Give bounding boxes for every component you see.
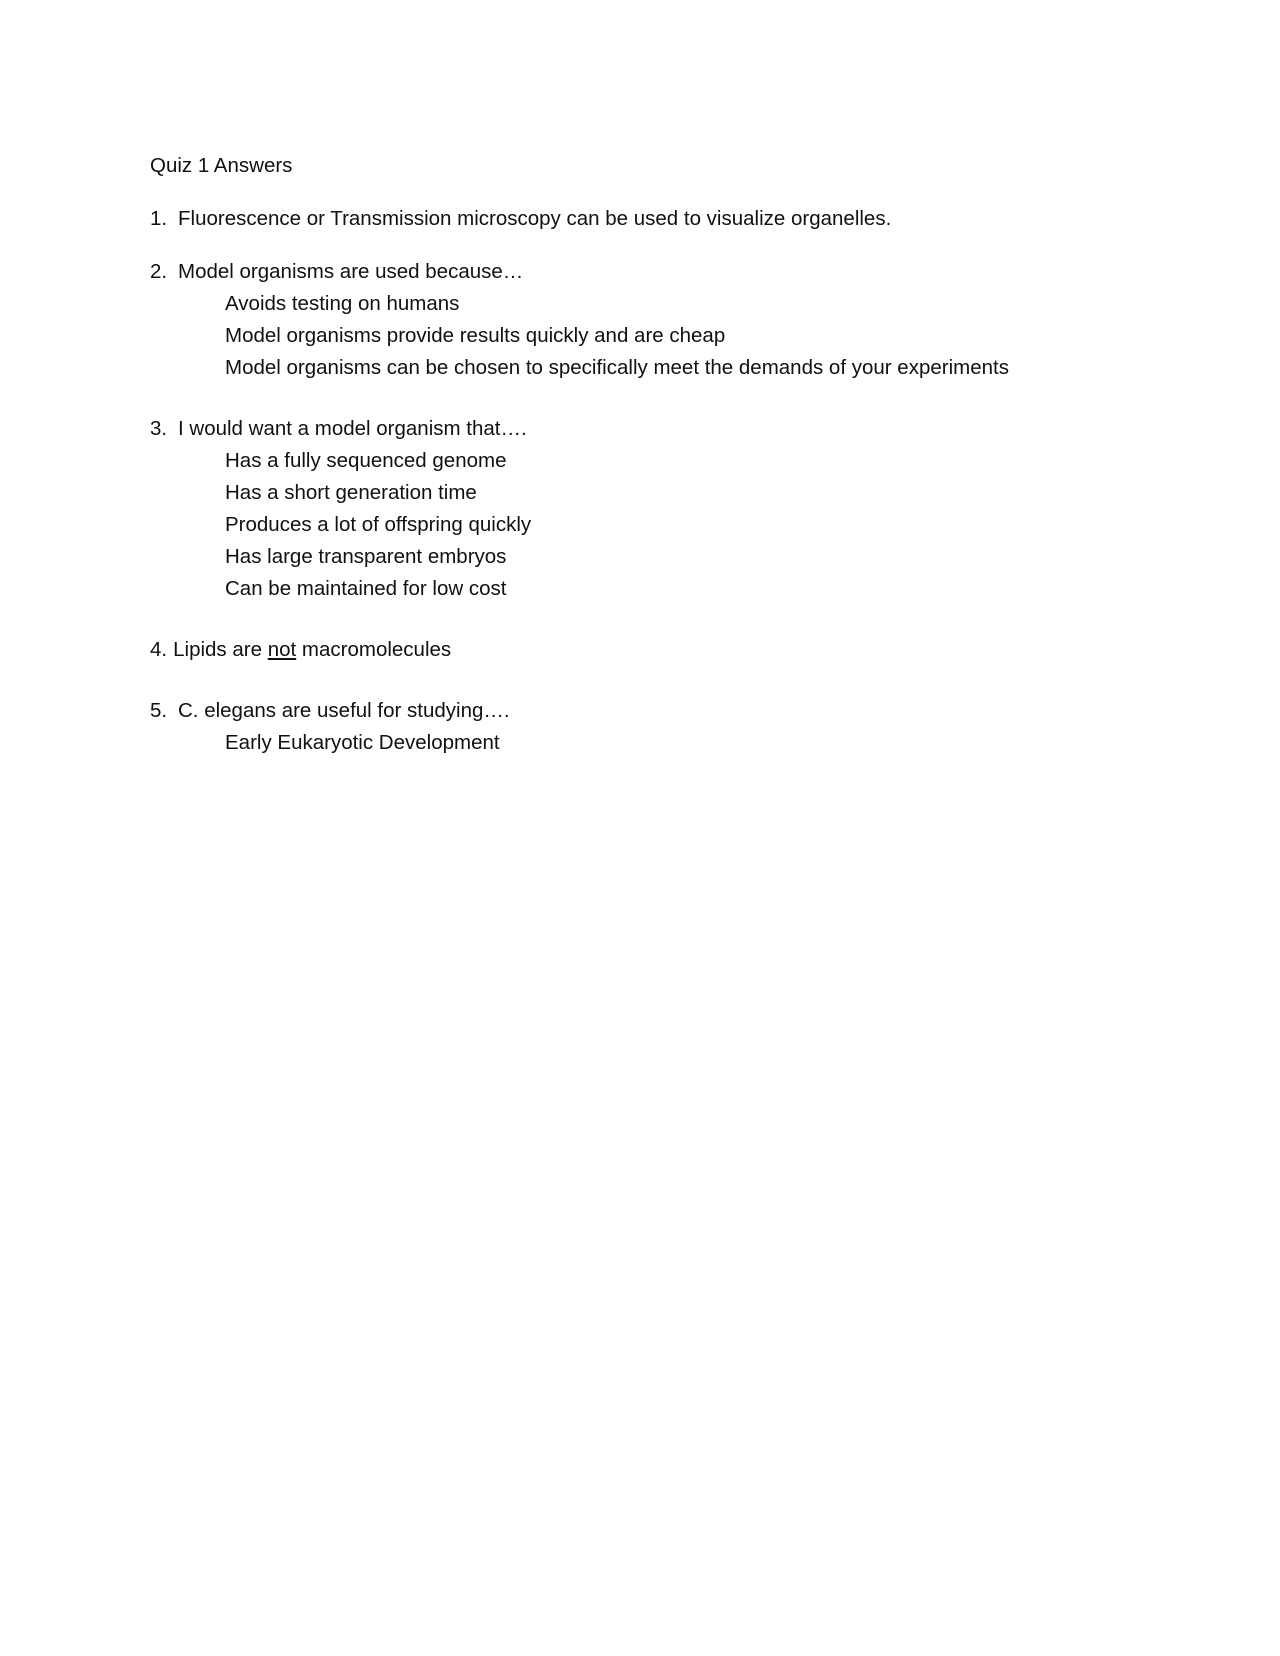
question-2-line [150, 256, 1150, 288]
question-2-text: Model organisms are used because… [178, 260, 524, 283]
question-1 [150, 203, 1150, 235]
question-3-text: I would want a model organism that…. [178, 417, 527, 440]
answer-item: Avoids testing on humans [225, 292, 460, 315]
question-3 [150, 413, 1150, 605]
question-5-number: 5. [150, 699, 168, 722]
question-4 [150, 634, 1150, 666]
answer-item: Has large transparent embryos [225, 545, 507, 568]
answer-item: Has a fully sequenced genome [225, 449, 507, 472]
question-4-line [150, 634, 1150, 666]
question-2 [150, 256, 1150, 384]
question-3-line [150, 413, 1150, 445]
question-4-number: 4. [150, 638, 168, 661]
question-5 [150, 695, 1150, 759]
question-2-number: 2. [150, 260, 168, 283]
question-1-line [150, 203, 1150, 235]
answer-item: Model organisms can be chosen to specifically meet the demands of your experiments [225, 356, 1009, 379]
question-5-text: C. elegans are useful for studying…. [178, 699, 510, 722]
answer-item: Has a short generation time [225, 481, 477, 504]
question-1-text: Fluorescence or Transmission microscopy can be used to visualize organelles. [178, 207, 892, 230]
question-4-text-before: Lipids are [173, 638, 262, 661]
question-3-answers [150, 445, 1150, 605]
question-4-emphasis: not [267, 638, 297, 661]
answer-item: Early Eukaryotic Development [225, 731, 500, 754]
question-3-number: 3. [150, 417, 168, 440]
document-content [150, 150, 1150, 759]
answer-item: Model organisms provide results quickly and are cheap [225, 324, 726, 347]
question-5-line [150, 695, 1150, 727]
document-title: Quiz 1 Answers [150, 154, 293, 177]
answer-item: Produces a lot of offspring quickly [225, 513, 532, 536]
question-4-text-after: macromolecules [301, 638, 452, 661]
question-5-answers [150, 727, 1150, 759]
answer-item: Can be maintained for low cost [225, 577, 507, 600]
question-1-number: 1. [150, 207, 168, 230]
question-2-answers [150, 288, 1150, 384]
